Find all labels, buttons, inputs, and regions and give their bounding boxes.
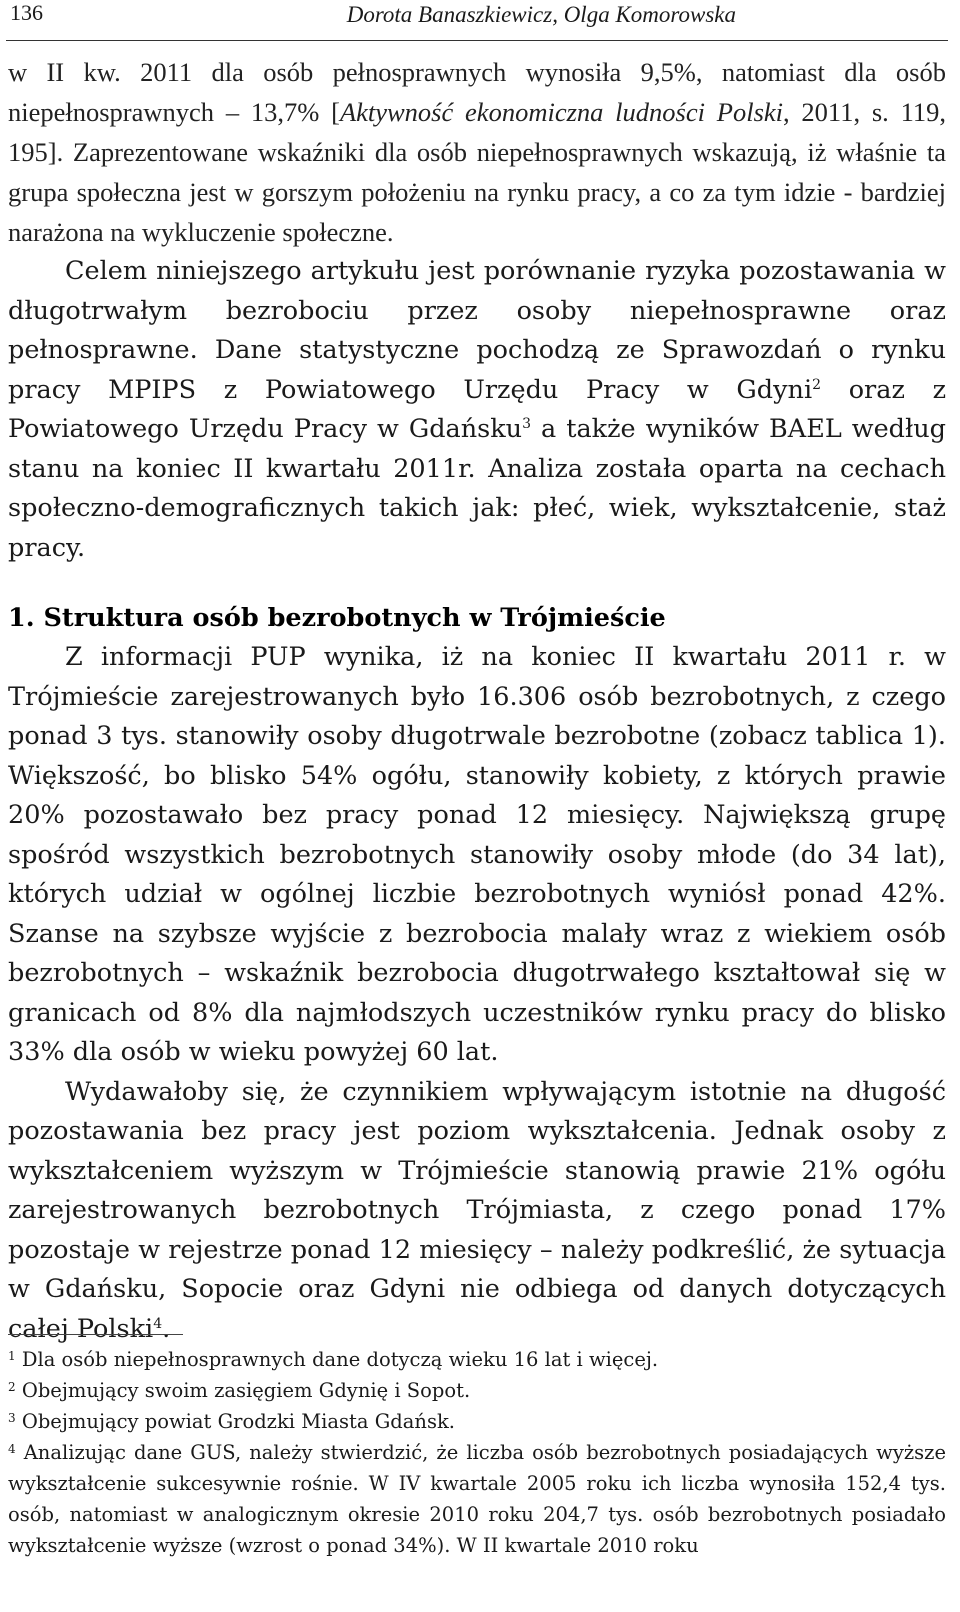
aim-text-2: oraz z Powiatowego Urzędu Pracy w Gdańsku [8, 374, 946, 444]
footnote-4 [8, 1437, 946, 1561]
section-paragraph-2-text: Wydawałoby się, że czynnikiem wpływającym istotnie na długość pozostawania bez pracy jest poziom wykształcenia. Jednak osoby z wykształceniem wyższym w Trójmieście stanowią prawie 21% ogółu zarejestrowanych bezrobotnych Trójmiasta, z czego ponad 17% pozostaje w rejestrze ponad 12 miesięcy – należy podkreślić, że sytuacja w Gdańsku, Sopocie oraz Gdyni nie odbiega od danych dotyczących całej Polski [8, 1076, 946, 1344]
footnote-text: Obejmujący powiat Grodzki Miasta Gdańsk. [15, 1410, 455, 1433]
main-text [8, 52, 946, 1349]
footnote-number: 1 [8, 1349, 16, 1363]
intro-paragraph [8, 52, 946, 252]
intro-text-1: w II kw. 2011 dla osób pełnosprawnych wynosiła 9,5%, natomiast dla osób niepełnosprawnych – 13,7% [ [8, 57, 946, 127]
aim-paragraph [8, 252, 946, 568]
footnote-number: 3 [8, 1411, 16, 1425]
footnote-separator [8, 1334, 183, 1335]
footnote-1 [8, 1344, 946, 1375]
section-paragraph-1: Z informacji PUP wynika, iż na koniec II kwartału 2011 r. w Trójmieście zarejestrowanych było 16.306 osób bezrobotnych, z czego ponad 3 tys. stanowiły osoby długotrwale bezrobotne (zobacz tablica 1). Większość, bo blisko 54% ogółu, stanowiły kobiety, z których prawie 20% pozostawało bez pracy ponad 12 miesięcy. Największą grupę spośród wszystkich bezrobotnych stanowiły osoby młode (do 34 lat), których udział w ogólnej liczbie bezrobotnych wyniósł ponad 42%. Szanse na szybsze wyjście z bezrobocia malały wraz z wiekiem osób bezrobotnych – wskaźnik bezrobocia długotrwałego kształtował się w granicach od 8% dla najmłodszych uczestników rynku pracy do blisko 33% dla osób w wieku powyżej 60 lat. [8, 642, 946, 1067]
running-header [6, 0, 948, 41]
footnote-text: Obejmujący swoim zasięgiem Gdynię i Sopot. [15, 1379, 471, 1402]
footnotes [8, 1344, 946, 1561]
aim-text-1: Celem niniejszego artykułu jest porównanie ryzyka pozostawania w długotrwałym bezrobociu przez osoby niepełnosprawne oraz pełnosprawne. Dane statystyczne pochodzą ze Sprawozdań o rynku pracy MPIPS z Powiatowego Urzędu Pracy w Gdyni [8, 256, 946, 405]
footnote-ref-3[interactable]: 3 [522, 416, 532, 432]
section-heading: 1. Struktura osób bezrobotnych w Trójmieście [8, 603, 666, 633]
citation-title: Aktywność ekonomiczna ludności Polski [339, 97, 784, 127]
page-number: 136 [10, 0, 43, 25]
footnote-ref-4[interactable]: 4 [153, 1315, 163, 1332]
footnote-text: Dla osób niepełnosprawnych dane dotyczą wieku 16 lat i więcej. [15, 1348, 659, 1371]
footnote-3 [8, 1406, 946, 1437]
footnote-number: 2 [8, 1380, 16, 1394]
footnote-2 [8, 1375, 946, 1406]
section-paragraph-2-end: . [162, 1313, 171, 1344]
footnote-ref-2[interactable]: 2 [812, 376, 822, 393]
running-head-authors: Dorota Banaszkiewicz, Olga Komorowska [346, 2, 736, 27]
footnote-text: Analizując dane GUS, należy stwierdzić, że liczba osób bezrobotnych posiadających wyższe wykształcenie sukcesywnie rośnie. W IV kwartale 2005 roku ich liczba wynosiła 152,4 tys. osób, natomiast w analogicznym okresie 2010 roku 204,7 tys. osób bezrobotnych posiadało wykształcenie wyższe (wzrost o ponad 34%). W II kwartale 2010 roku [8, 1441, 946, 1557]
footnote-number: 4 [8, 1442, 16, 1456]
aim-text-3: a także wyników BAEL według stanu na koniec II kwartału 2011r. Analiza została oparta na cechach społeczno-demograficznych takich jak: płeć, wiek, wykształcenie, staż pracy. [8, 414, 947, 563]
intro-text-2: , 2011, s. 119, 195]. Zaprezentowane wskaźniki dla osób niepełnosprawnych wskazują, iż właśnie ta grupa społeczna jest w gorszym położeniu na rynku pracy, a co za tym idzie - bardziej narażona na wykluczenie społeczne. [8, 97, 946, 247]
section-paragraph-2 [8, 1073, 946, 1350]
